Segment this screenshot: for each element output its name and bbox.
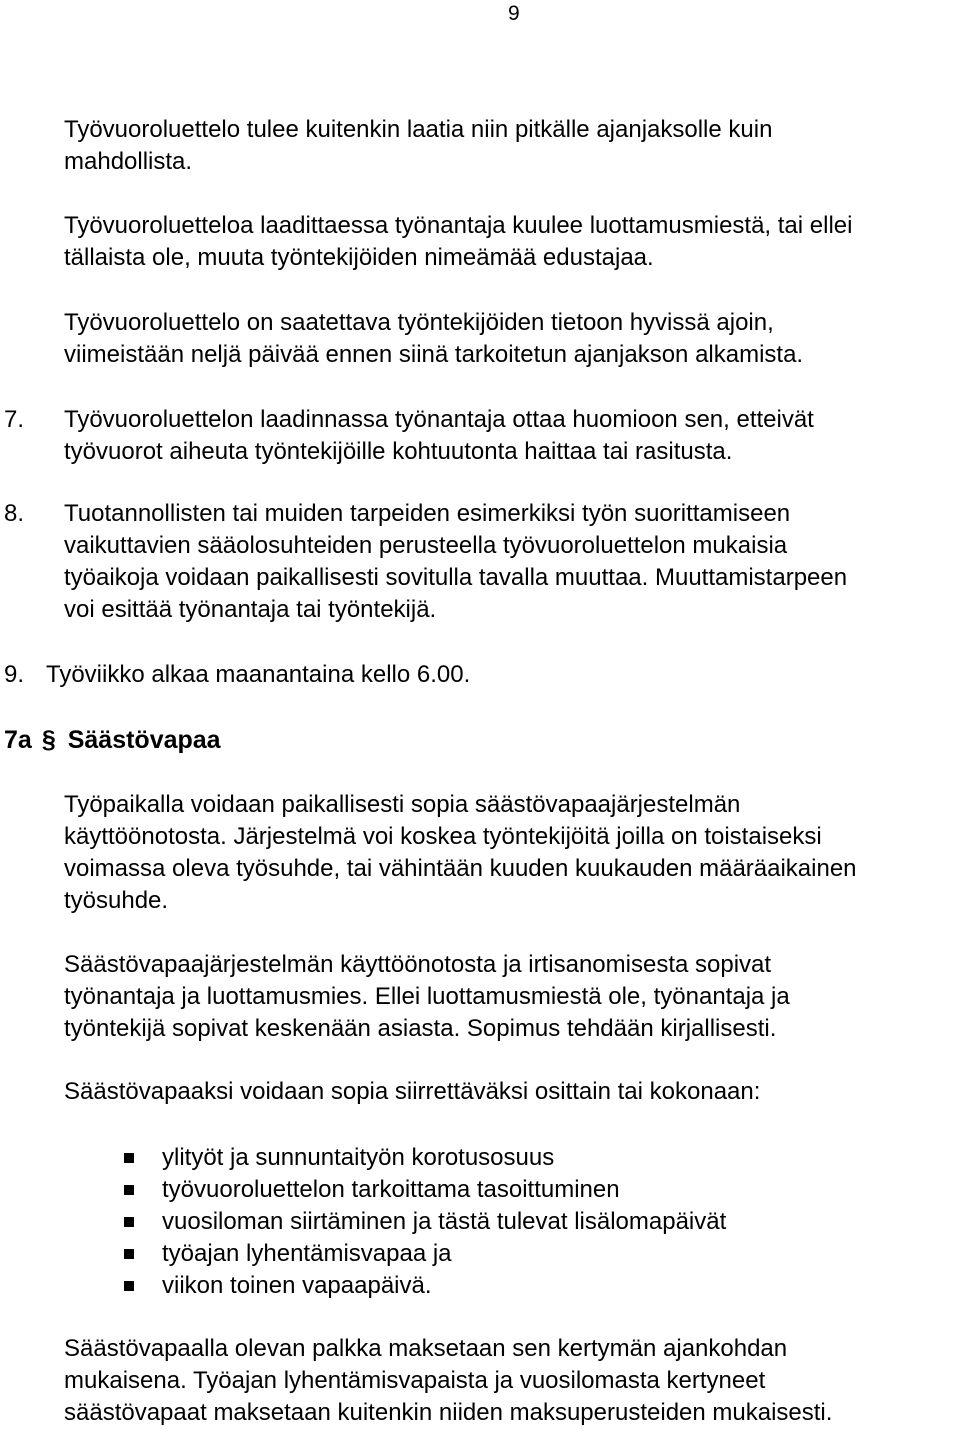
section-number: 7a xyxy=(4,726,32,754)
list-item-text: työajan lyhentämisvapaa ja xyxy=(162,1240,452,1267)
text-line: Työpaikalla voidaan paikallisesti sopia säästövapaajärjestelmän xyxy=(64,791,741,818)
list-item xyxy=(124,1206,726,1238)
text-line: voimassa oleva työsuhde, tai vähintään kuuden kuukauden määräaikainen xyxy=(64,855,857,882)
text-line: voi esittää työnantaja tai työntekijä. xyxy=(64,596,437,623)
text-line: viimeistään neljä päivää ennen siinä tarkoitetun ajanjakson alkamista. xyxy=(64,341,804,368)
square-bullet-icon xyxy=(124,1185,134,1195)
list-item-text: ylityöt ja sunnuntaityön korotusosuus xyxy=(162,1144,555,1171)
text-line: käyttöönotosta. Järjestelmä voi koskea työntekijöitä joilla on toistaiseksi xyxy=(64,823,822,850)
item-number: 8. xyxy=(4,500,25,527)
square-bullet-icon xyxy=(124,1249,134,1259)
numbered-item-9 xyxy=(0,659,960,691)
text-line: työaikoja voidaan paikallisesti sovitulla tavalla muuttaa. Muuttamistarpeen xyxy=(64,564,848,591)
section-sign: § xyxy=(41,726,56,754)
square-bullet-icon xyxy=(124,1153,134,1163)
list-item-text: viikon toinen vapaapäivä. xyxy=(162,1272,432,1299)
page-number: 9 xyxy=(508,2,520,25)
text-line: vaikuttavien sääolosuhteiden perusteella työvuoroluettelon mukaisia xyxy=(64,532,788,559)
section-heading xyxy=(4,724,221,756)
list-item xyxy=(124,1270,726,1302)
text-line: Työvuoroluettelo on saatettava työntekijöiden tietoon hyvissä ajoin, xyxy=(64,309,774,336)
text-line: Työvuoroluettelo tulee kuitenkin laatia niin pitkälle ajanjaksolle kuin xyxy=(64,116,773,143)
text-line: työsuhde. xyxy=(64,887,169,914)
text-line: Työviikko alkaa maanantaina kello 6.00. xyxy=(46,661,471,688)
paragraph-1 xyxy=(64,114,954,178)
section-paragraph-2 xyxy=(64,949,954,1045)
text-line: Säästövapaajärjestelmän käyttöönotosta ja irtisanomisesta sopivat xyxy=(64,951,772,978)
square-bullet-icon xyxy=(124,1217,134,1227)
text-line: tällaista ole, muuta työntekijöiden nimeämää edustajaa. xyxy=(64,244,654,271)
text-line: mahdollista. xyxy=(64,148,193,175)
text-line: Säästövapaalla olevan palkka maksetaan sen kertymän ajankohdan xyxy=(64,1335,788,1362)
closing-paragraph xyxy=(64,1333,954,1429)
text-line: työvuorot aiheuta työntekijöille kohtuutonta haittaa tai rasitusta. xyxy=(64,438,733,465)
text-line: Säästövapaaksi voidaan sopia siirrettäväksi osittain tai kokonaan: xyxy=(64,1078,761,1105)
text-line: Tuotannollisten tai muiden tarpeiden esimerkiksi työn suorittamiseen xyxy=(64,500,791,527)
bullet-list xyxy=(124,1142,726,1302)
text-line: Työvuoroluetteloa laadittaessa työnantaja kuulee luottamusmiestä, tai ellei xyxy=(64,212,853,239)
list-item-text: vuosiloman siirtäminen ja tästä tulevat lisälomapäivät xyxy=(162,1208,727,1235)
text-line: mukaisena. Työajan lyhentämisvapaista ja vuosilomasta kertyneet xyxy=(64,1367,766,1394)
text-line: Työvuoroluettelon laadinnassa työnantaja ottaa huomioon sen, etteivät xyxy=(64,406,814,433)
paragraph-3 xyxy=(64,307,954,371)
section-title: Säästövapaa xyxy=(67,726,221,754)
list-item xyxy=(124,1238,726,1270)
text-line: työntekijä sopivat keskenään asiasta. Sopimus tehdään kirjallisesti. xyxy=(64,1015,777,1042)
square-bullet-icon xyxy=(124,1281,134,1291)
list-item xyxy=(124,1142,726,1174)
numbered-item-8 xyxy=(0,498,960,626)
section-paragraph-3 xyxy=(64,1076,954,1108)
list-item xyxy=(124,1174,726,1206)
text-line: säästövapaat maksetaan kuitenkin niiden maksuperusteiden mukaisesti. xyxy=(64,1399,833,1426)
list-item-text: työvuoroluettelon tarkoittama tasoittuminen xyxy=(162,1176,620,1203)
item-number: 9. xyxy=(4,661,25,688)
paragraph-2 xyxy=(64,210,954,274)
numbered-item-7 xyxy=(0,404,960,468)
section-paragraph-1 xyxy=(64,789,954,917)
item-number: 7. xyxy=(4,406,25,433)
text-line: työnantaja ja luottamusmies. Ellei luottamusmiestä ole, työnantaja ja xyxy=(64,983,790,1010)
